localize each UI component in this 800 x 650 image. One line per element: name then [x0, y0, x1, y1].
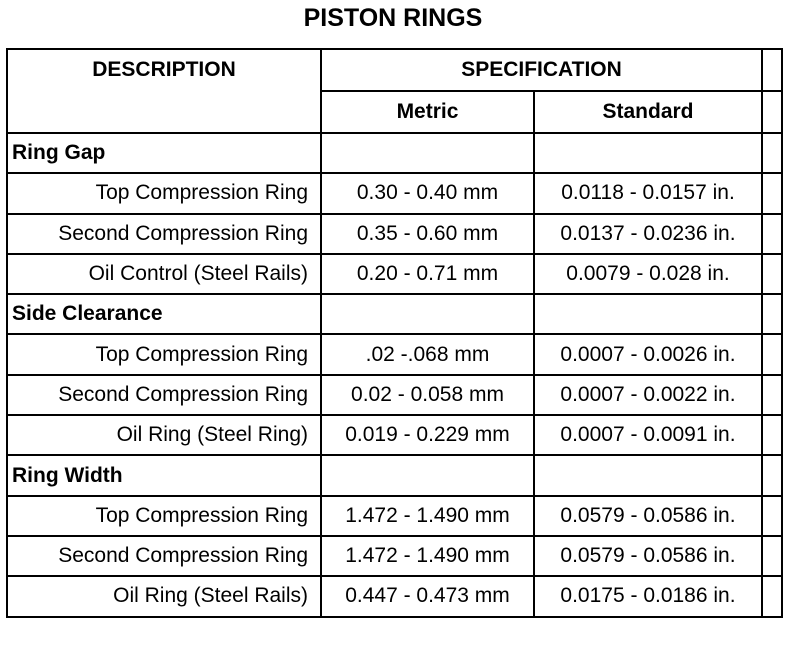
extra-column-cell: [762, 91, 782, 133]
extra-column-cell: [762, 576, 782, 616]
row-standard-value: 0.0007 - 0.0091 in.: [534, 415, 762, 455]
extra-column-cell: [762, 536, 782, 576]
table-row: [7, 496, 782, 536]
extra-column-cell: [762, 254, 782, 294]
row-metric-value: 0.35 - 0.60 mm: [321, 214, 534, 254]
section-row: [7, 133, 782, 173]
row-standard-value: 0.0175 - 0.0186 in.: [534, 576, 762, 616]
row-standard-value: 0.0137 - 0.0236 in.: [534, 214, 762, 254]
table-row: [7, 254, 782, 294]
extra-column-cell: [762, 415, 782, 455]
empty-cell: [534, 133, 762, 173]
header-row: [7, 49, 782, 91]
empty-cell: [534, 294, 762, 334]
extra-column-cell: [762, 49, 782, 91]
extra-column-cell: [762, 173, 782, 213]
extra-column-cell: [762, 334, 782, 374]
row-standard-value: 0.0118 - 0.0157 in.: [534, 173, 762, 213]
row-metric-value: 1.472 - 1.490 mm: [321, 496, 534, 536]
extra-column-cell: [762, 455, 782, 495]
row-description: Oil Ring (Steel Rails): [7, 576, 321, 616]
section-row: [7, 455, 782, 495]
row-description: Second Compression Ring: [7, 214, 321, 254]
row-description: Oil Control (Steel Rails): [7, 254, 321, 294]
section-title: Ring Width: [7, 455, 321, 495]
empty-cell: [321, 455, 534, 495]
description-header: DESCRIPTION: [7, 49, 321, 133]
row-description: Top Compression Ring: [7, 173, 321, 213]
extra-column-cell: [762, 214, 782, 254]
row-metric-value: .02 -.068 mm: [321, 334, 534, 374]
row-metric-value: 0.02 - 0.058 mm: [321, 375, 534, 415]
table-row: [7, 173, 782, 213]
row-description: Top Compression Ring: [7, 496, 321, 536]
table-row: [7, 334, 782, 374]
table-row: [7, 415, 782, 455]
metric-header: Metric: [321, 91, 534, 133]
row-description: Second Compression Ring: [7, 375, 321, 415]
specification-header: SPECIFICATION: [321, 49, 762, 91]
table-row: [7, 375, 782, 415]
extra-column-cell: [762, 133, 782, 173]
row-description: Oil Ring (Steel Ring): [7, 415, 321, 455]
extra-column-cell: [762, 294, 782, 334]
row-metric-value: 0.30 - 0.40 mm: [321, 173, 534, 213]
row-description: Second Compression Ring: [7, 536, 321, 576]
row-standard-value: 0.0007 - 0.0022 in.: [534, 375, 762, 415]
row-metric-value: 0.447 - 0.473 mm: [321, 576, 534, 616]
empty-cell: [321, 294, 534, 334]
empty-cell: [534, 455, 762, 495]
extra-column-cell: [762, 375, 782, 415]
page-title: PISTON RINGS: [303, 4, 483, 32]
section-title: Ring Gap: [7, 133, 321, 173]
table-row: [7, 576, 782, 616]
section-row: [7, 294, 782, 334]
table-row: [7, 214, 782, 254]
table-row: [7, 536, 782, 576]
row-standard-value: 0.0579 - 0.0586 in.: [534, 536, 762, 576]
piston-rings-spec-table: [6, 48, 783, 618]
extra-column-cell: [762, 496, 782, 536]
row-description: Top Compression Ring: [7, 334, 321, 374]
empty-cell: [321, 133, 534, 173]
row-metric-value: 0.019 - 0.229 mm: [321, 415, 534, 455]
row-standard-value: 0.0079 - 0.028 in.: [534, 254, 762, 294]
section-title: Side Clearance: [7, 294, 321, 334]
row-standard-value: 0.0007 - 0.0026 in.: [534, 334, 762, 374]
row-standard-value: 0.0579 - 0.0586 in.: [534, 496, 762, 536]
row-metric-value: 1.472 - 1.490 mm: [321, 536, 534, 576]
standard-header: Standard: [534, 91, 762, 133]
row-metric-value: 0.20 - 0.71 mm: [321, 254, 534, 294]
